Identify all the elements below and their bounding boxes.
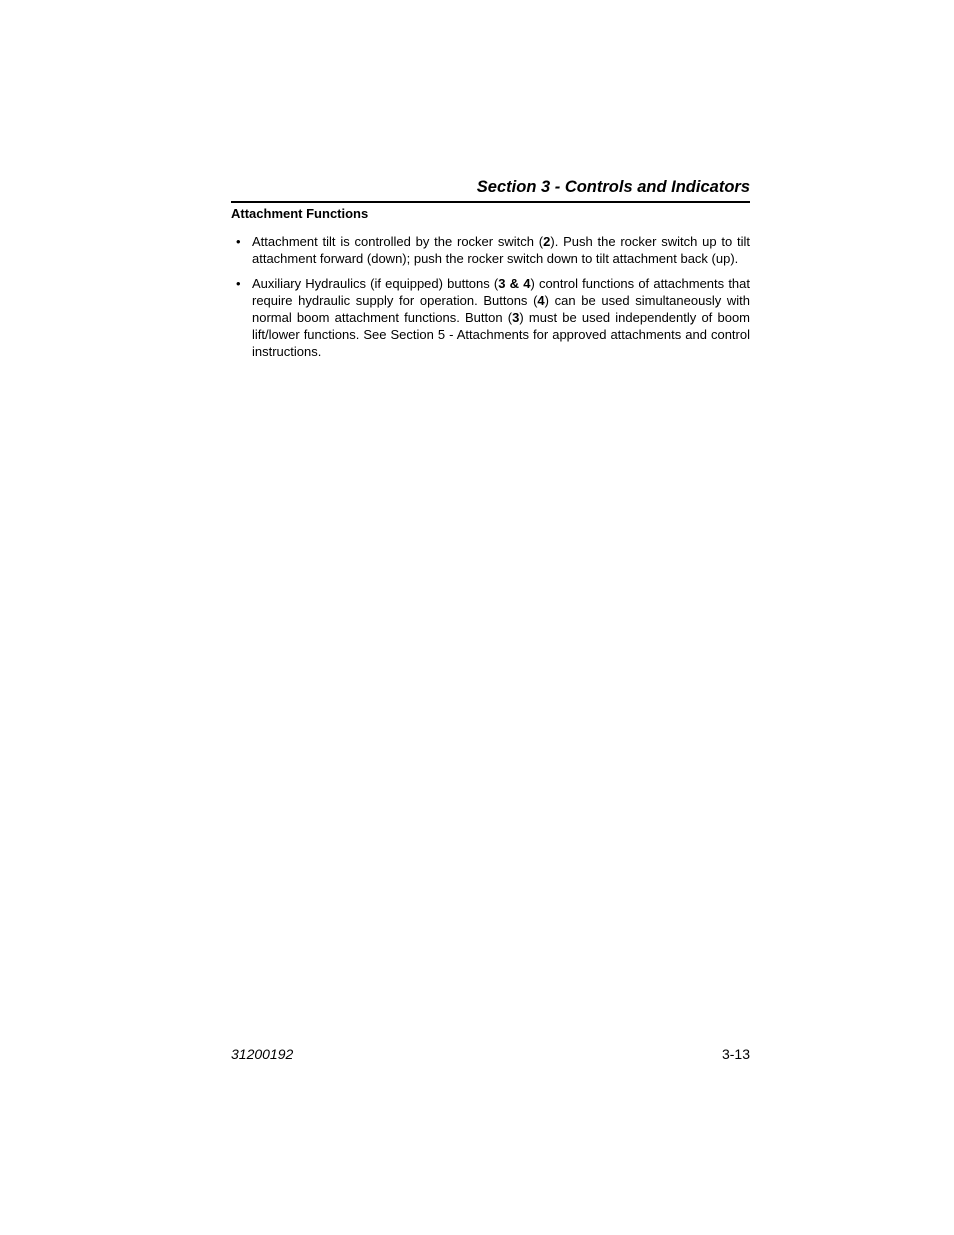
bullet-list <box>231 233 750 368</box>
bullet-dot: • <box>236 234 241 249</box>
bullet-text-segment: ) must be used independently of boom lift/lower functions. See Section 5 - Attachments for approved attachments and control instructions. <box>252 310 751 359</box>
bullet-text <box>252 276 750 359</box>
bullet-bold-number: 2 <box>543 234 551 249</box>
bullet-bold-number: 3 <box>512 310 520 325</box>
bullet-item-auxiliary-hydraulics <box>231 275 750 360</box>
page-header <box>231 176 750 203</box>
bullet-item-tilt <box>231 233 750 267</box>
bullet-bold-number: 4 <box>537 293 545 308</box>
section-title: Section 3 - Controls and Indicators <box>476 178 750 196</box>
bullet-dot: • <box>236 276 241 291</box>
bullet-text-segment: ) control functions of attachments that require hydraulic supply for operation. Buttons ( <box>252 276 750 308</box>
page-number: 3-13 <box>721 1046 750 1062</box>
document-number: 31200192 <box>231 1046 294 1062</box>
bullet-text-segment: ) can be used simultaneously with normal boom attachment functions. Button ( <box>252 293 750 325</box>
bullet-text-segment: Auxiliary Hydraulics (if equipped) buttons ( <box>252 276 499 291</box>
attachment-functions-heading: Attachment Functions <box>231 206 369 221</box>
page-footer <box>231 1044 750 1064</box>
bullet-text-segment: ). Push the rocker switch up to tilt attachment forward (down); push the rocker switch down to tilt attachment back (up). <box>252 234 750 266</box>
bullet-bold-number: 3 & 4 <box>498 276 531 291</box>
bullet-text-segment: Attachment tilt is controlled by the rocker switch ( <box>252 234 544 249</box>
bullet-text <box>252 234 750 266</box>
